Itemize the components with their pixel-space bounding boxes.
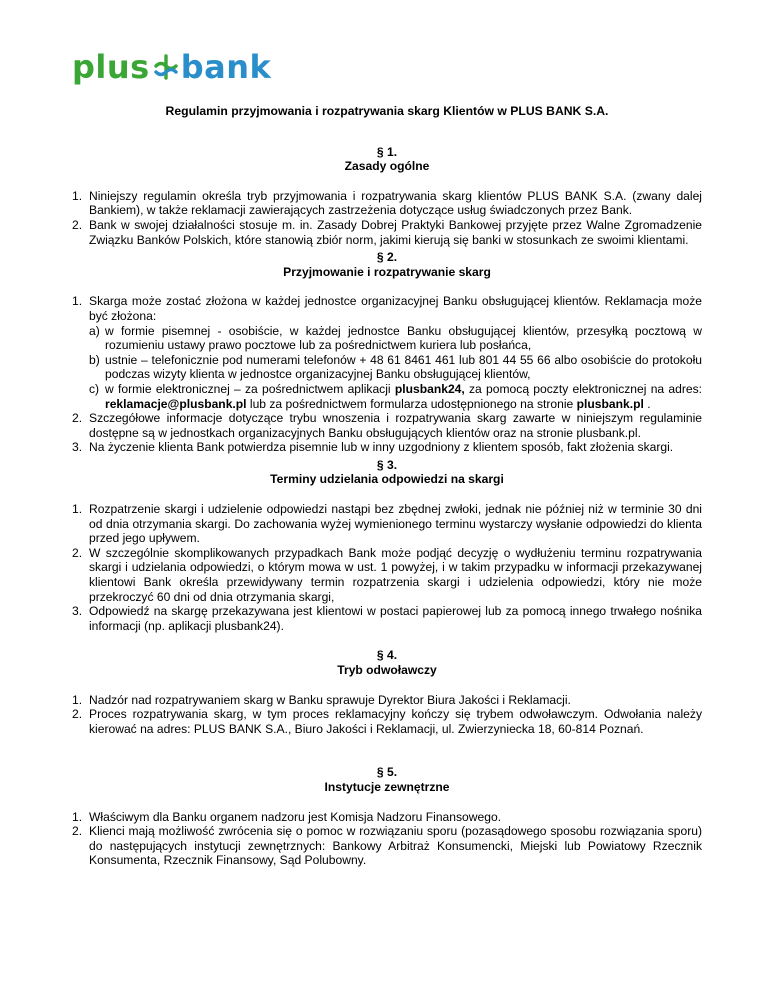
section-3-heading: Terminy udzielania odpowiedzi na skargi (270, 472, 504, 487)
sublist-item: c) w formie elektronicznej – za pośrednictwem aplikacji plusbank24, za pomocą poczty elektronicznej na adres: reklamacje@plusbank.pl lub za pośrednictwem formularza udostępnionego na stronie plusbank.pl . (89, 381, 702, 411)
list-item: 3. Odpowiedź na skargę przekazywana jest klientowi w postaci papierowej lub za pomocą innego trwałego nośnika informacji (np. aplikacji plusbank24). (72, 604, 702, 633)
logo-wave-icon (154, 52, 178, 82)
section-2-list (72, 294, 702, 455)
complaint-email: reklamacje@plusbank.pl (105, 396, 247, 411)
section-2-heading: Przyjmowanie i rozpatrywanie skarg (283, 264, 491, 279)
list-item: 1. Nadzór nad rozpatrywaniem skarg w Banku sprawuje Dyrektor Biura Jakości i Reklamacji. (72, 692, 571, 707)
regulation-document (72, 104, 702, 868)
section-3-list (72, 502, 702, 633)
section-1-number: § 1. (376, 144, 398, 159)
sublist-item: a) w formie pisemnej - osobiście, w każdej jednostce Banku obsługującej klientów, przesyłką pocztową w rozumieniu ustawy prawo pocztowe lub za pośrednictwem kuriera lub posłańca, (89, 323, 702, 353)
website-name: plusbank.pl (576, 396, 644, 411)
section-1-list (72, 189, 702, 247)
list-item: 3. Na życzenie klienta Bank potwierdza pisemnie lub w inny uzgodniony z klientem sposób, fakt złożenia skargi. (72, 440, 674, 455)
list-item: 2. Bank w swojej działalności stosuje m. in. Zasady Dobrej Praktyki Bankowej przyjęte przez Walne Zgromadzenie Związku Banków Polskich, które stanowią zbiór norm, jakimi kierują się banki w stosunkach ze swoimi klientami. (72, 217, 702, 247)
list-item: 1. Skarga może zostać złożona w każdej jednostce organizacyjnej Banku obsługującej klientów. Reklamacja może być złożona: a) w formie pisemnej - osobiście, w każdej jednostce Banku obsługującej klientów, przesyłką pocztową w rozumieniu ustawy prawo pocztowe lub za pośrednictwem kuriera lub posłańca, b) ustnie – telefonicznie pod numerami telefonów + 48 61 8461 461 lub 801 44 55 66 albo osobiście do protokołu podczas wizyty klienta w jednostce organizacyjnej Banku obsługującej klientów, c) w formie elektronicznej – za pośrednictwem aplikacji plusbank24, za pomocą poczty elektronicznej na adres: reklamacje@plusbank.pl lub za pośrednictwem formularza udostępnionego na stronie plusbank.pl . (72, 294, 702, 411)
list-item: 1. Rozpatrzenie skargi i udzielenie odpowiedzi nastąpi bez zbędnej zwłoki, jednak nie później niż w terminie 30 dni od dnia otrzymania skargi. Do zachowania wyżej wymienionego terminu wystarczy wysłanie odpowiedzi do klienta przed jego upływem. (72, 502, 702, 546)
list-item: 1. Właściwym dla Banku organem nadzoru jest Komisja Nadzoru Finansowego. (72, 809, 502, 824)
list-item: 2. Szczegółowe informacje dotyczące trybu wnoszenia i rozpatrywania skarg zawarte w niniejszym regulaminie dostępne są w jednostkach organizacyjnych Banku obsługujących klientów oraz na stronie plusbank.pl. (72, 411, 702, 440)
section-5-number: § 5. (376, 765, 398, 780)
section-5-list (72, 810, 702, 868)
list-item: 1. Niniejszy regulamin określa tryb przyjmowania i rozpatrywania skarg klientów PLUS BANK S.A. (zwany dalej Bankiem), w także reklamacji zawierających zastrzeżenia dotyczące usług świadczonych przez Bank. (72, 188, 702, 218)
list-item: 2. W szczególnie skomplikowanych przypadkach Bank może podjąć decyzję o wydłużeniu terminu rozpatrywania skargi i udzielania odpowiedzi, o którym mowa w ust. 1 powyżej, i w takim przypadku w informacji przekazywanej klientowi Bank określa przewidywany termin rozpatrzenia skargi i udzielenia odpowiedzi, który nie może przekroczyć 60 dni od dnia otrzymania skargi, (72, 545, 702, 604)
section-3-number: § 3. (376, 457, 398, 472)
sublist-item: b) ustnie – telefonicznie pod numerami telefonów + 48 61 8461 461 lub 801 44 55 66 albo osobiście do protokołu podczas wizyty klienta w jednostce organizacyjnej Banku obsługującej klientów, (89, 352, 702, 382)
sublist (89, 324, 702, 412)
list-item: 2. Proces rozpatrywania skarg, w tym proces reklamacyjny kończy się trybem odwoławczym. Odwołania należy kierować na adres: PLUS BANK S.A., Biuro Jakości i Reklamacji, ul. Zwierzyniecka 18, 60-814 Poznań. (72, 707, 702, 736)
plus-bank-logo (72, 49, 271, 85)
section-2-number: § 2. (376, 250, 398, 265)
section-5-heading: Instytucje zewnętrzne (324, 779, 450, 794)
section-4-heading: Tryb odwoławczy (337, 663, 437, 677)
section-4-list (72, 693, 702, 737)
logo-bank-text: bank (180, 48, 272, 86)
section-1-heading: Zasady ogólne (344, 159, 430, 174)
document-title: Regulamin przyjmowania i rozpatrywania skarg Klientów w PLUS BANK S.A. (165, 104, 609, 118)
section-4-number: § 4. (376, 648, 398, 663)
list-item: 2. Klienci mają możliwość zwrócenia się o pomoc w rozwiązaniu sporu (pozasądowego sposobu rozwiązania sporu) do następujących instytucji zewnętrznych: Bankowy Arbitraż Konsumencki, Miejski lub Powiatowy Rzecznik Konsumenta, Rzecznik Finansowy, Sąd Polubowny. (72, 824, 702, 868)
app-name: plusbank24, (394, 381, 465, 396)
logo-plus-text: plus (72, 48, 150, 86)
